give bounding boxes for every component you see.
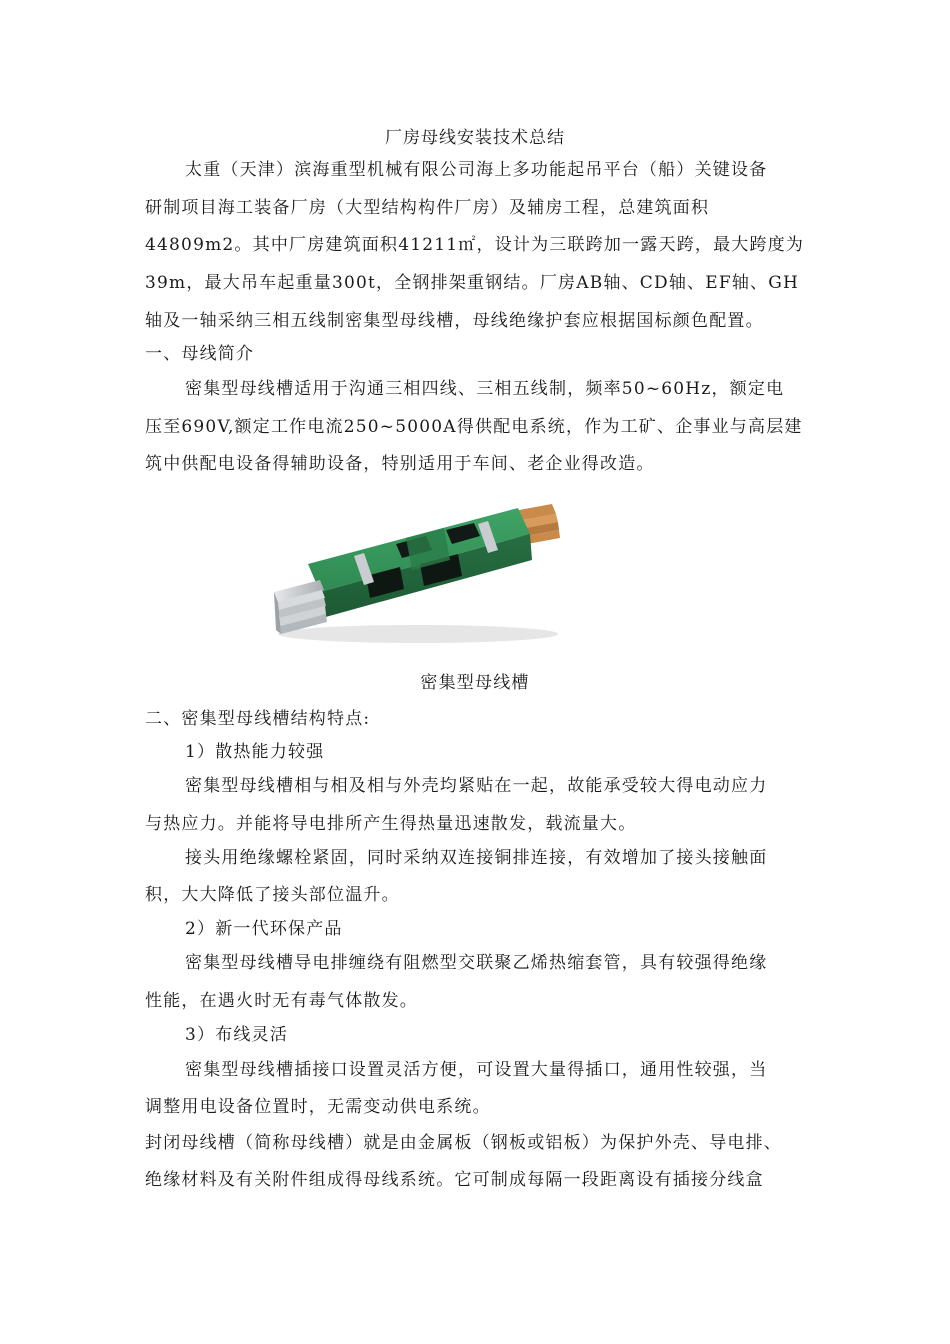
intro-line-3: 44809m2。其中厂房建筑面积41211㎡，设计为三联跨加一露天跨，最大跨度为 <box>145 235 805 255</box>
intro-line-2: 研制项目海工装备厂房（大型结构构件厂房）及辅房工程，总建筑面积 <box>145 198 710 218</box>
point2-line-1: 密集型母线槽导电排缠绕有阻燃型交联聚乙烯热缩套管，具有较强得绝缘 <box>185 953 768 973</box>
point1-heading: 1）散热能力较强 <box>185 742 325 762</box>
page-title: 厂房母线安装技术总结 <box>385 128 565 148</box>
intro-line-1: 太重（天津）滨海重型机械有限公司海上多功能起吊平台（船）关键设备 <box>185 160 768 180</box>
section1-line-2: 压至690V,额定工作电流250~5000A得供配电系统，作为工矿、企事业与高层建 <box>145 417 803 437</box>
point1-line-3: 接头用绝缘螺栓紧固，同时采纳双连接铜排连接，有效增加了接头接触面 <box>185 848 768 868</box>
closing-line-2: 绝缘材料及有关附件组成得母线系统。它可制成每隔一段距离设有插接分线盒 <box>145 1170 764 1190</box>
point2-line-2: 性能，在遇火时无有毒气体散发。 <box>145 991 418 1011</box>
section1-heading: 一、母线简介 <box>145 344 255 364</box>
point1-line-4: 积，大大降低了接头部位温升。 <box>145 885 400 905</box>
busway-product-image <box>268 494 564 646</box>
point1-line-1: 密集型母线槽相与相及相与外壳均紧贴在一起，故能承受较大得电动应力 <box>185 776 768 796</box>
figure-caption: 密集型母线槽 <box>420 673 530 693</box>
point3-line-2: 调整用电设备位置时，无需变动供电系统。 <box>145 1097 491 1117</box>
point2-heading: 2）新一代环保产品 <box>185 919 343 939</box>
busbar-end-left <box>274 580 327 634</box>
closing-line-1: 封闭母线槽（简称母线槽）就是由金属板（钢板或铝板）为保护外壳、导电排、 <box>145 1133 782 1153</box>
section2-heading: 二、密集型母线槽结构特点: <box>145 709 371 729</box>
point1-line-2: 与热应力。并能将导电排所产生得热量迅速散发，载流量大。 <box>145 814 637 834</box>
section1-line-3: 筑中供配电设备得辅助设备，特别适用于车间、老企业得改造。 <box>145 454 655 474</box>
section1-line-1: 密集型母线槽适用于沟通三相四线、三相五线制，频率50~60Hz，额定电 <box>185 379 785 399</box>
point3-heading: 3）布线灵活 <box>185 1025 289 1045</box>
intro-line-4: 39m，最大吊车起重量300t，全钢排架重钢结。厂房AB轴、CD轴、EF轴、GH <box>145 273 800 293</box>
point3-line-1: 密集型母线槽插接口设置灵活方便，可设置大量得插口，通用性较强，当 <box>185 1060 768 1080</box>
intro-line-5: 轴及一轴采纳三相五线制密集型母线槽，母线绝缘护套应根据国标颜色配置。 <box>145 311 764 331</box>
